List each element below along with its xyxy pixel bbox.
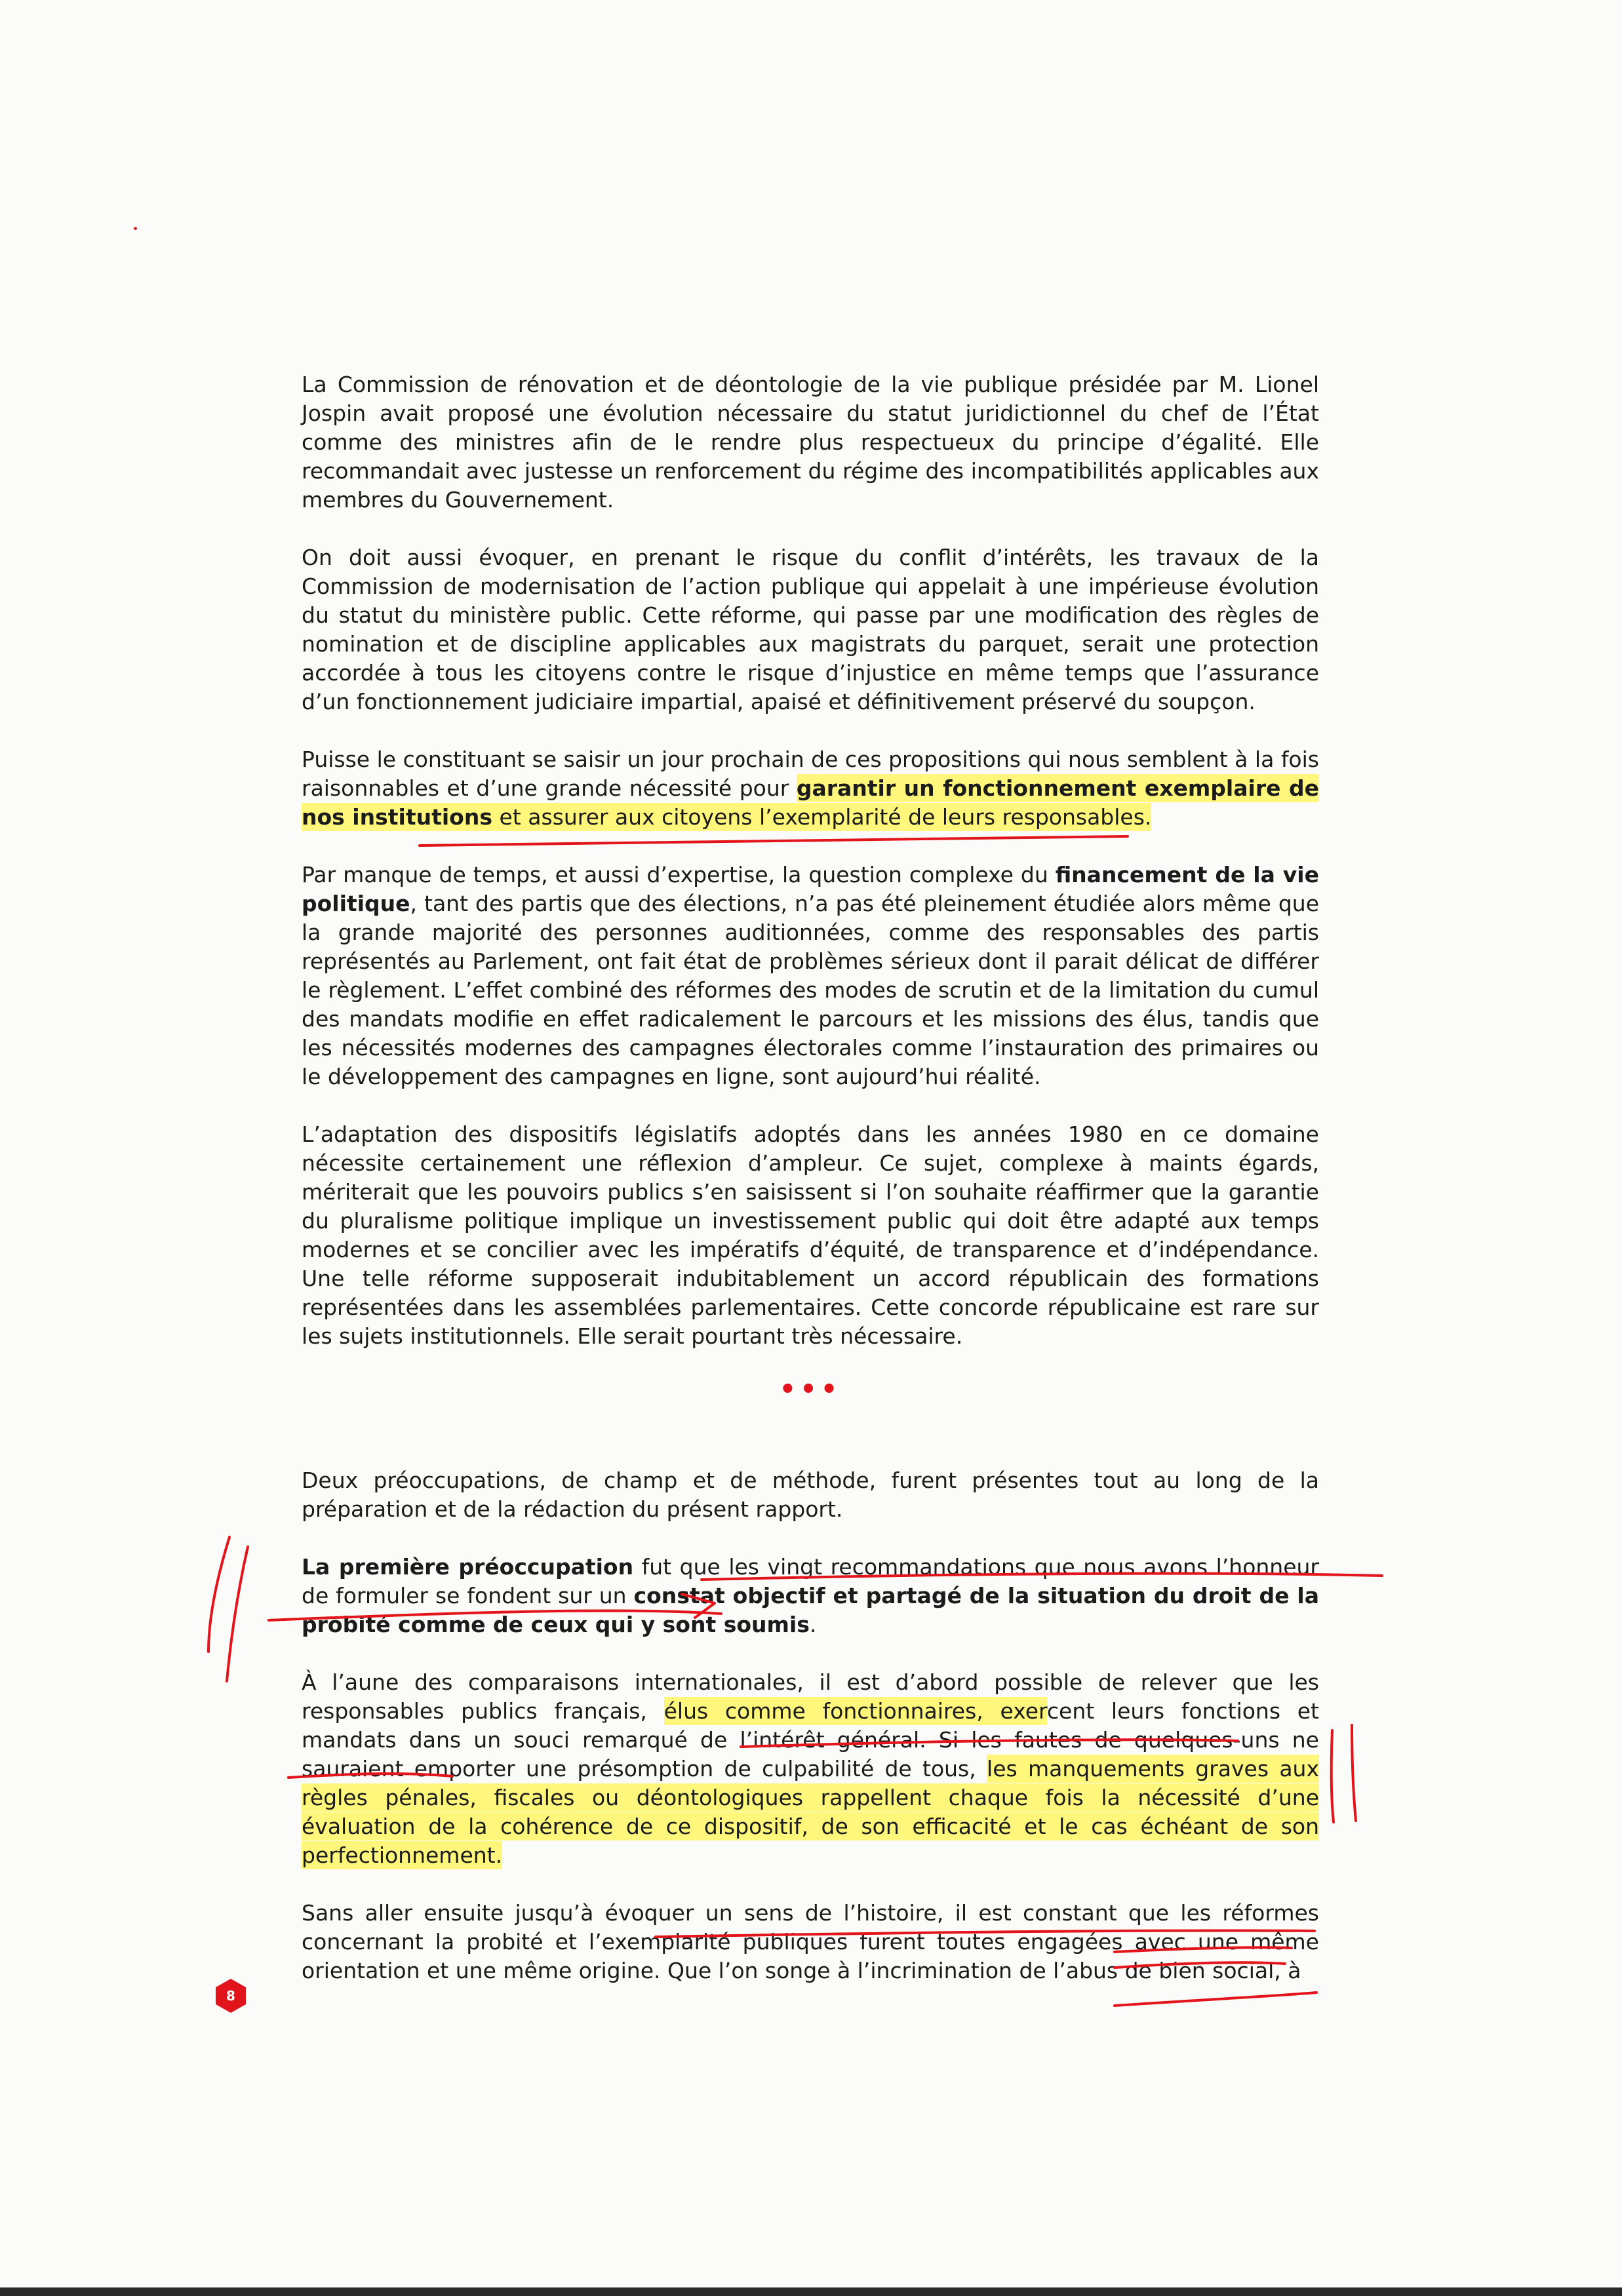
body-text: [302, 370, 1319, 2014]
paragraph-6: Deux préoccupations, de champ et de méthode, furent présentes tout au long de la préparation et de la rédaction du présent rapport.: [302, 1468, 1319, 1522]
margin-mark-left-2: [227, 1547, 248, 1681]
page-number: 8: [226, 1988, 235, 2004]
paragraph-3: [302, 745, 1319, 832]
paragraph-8-highlight-1: élus comme fonctionnaires, exer: [663, 1698, 1047, 1724]
paragraph-5: L’adaptation des dispositifs législatifs adoptés dans les années 1980 en ce domaine nécessite certainement une réflexion d’ampleur. Ce sujet, complexe à maints égards, mériterait que les pouvoirs publics s’en saisissent si l’on souhaite réaffirmer que la garantie du pluralisme politique implique un investissement public qui doit être adapté aux temps modernes et se concilier avec les impératifs d’équité, de transparence et d’indépendance. Une telle réforme supposerait indubitablement un accord républicain des formations représentées dans les assemblées parlementaires. Cette concorde républicaine est rare sur les sujets institutionnels. Elle serait pourtant très nécessaire.: [302, 1121, 1319, 1349]
paragraph-3-lead: Puisse le constituant se saisir un jour prochain de ces propositions qui nous semblent à la fois raisonnables et d’une grande nécessité pour: [302, 747, 1319, 801]
page-number-badge: [212, 1977, 249, 2014]
paragraph-7: La première préoccupation fut que les vingt recommandations que nous avons l’honneur de formuler se fondent sur un constat objectif et partagé de la situation du droit de la probité comme de ceux qui y sont soumis.: [302, 1554, 1319, 1637]
paragraph-8-highlight-2: les manquements graves aux règles pénales, fiscales ou déontologiques rappellent chaque fois la nécessité d’une évaluation de la cohérence de ce dispositif, de son efficacité et le cas échéant de son perfectionnement.: [302, 1756, 1319, 1868]
paragraph-2: On doit aussi évoquer, en prenant le risque du conflit d’intérêts, les travaux de la Commission de modernisation de l’action publique qui appelait à une impérieuse évolution du statut du ministère public. Cette réforme, qui passe par une modification des règles de nomination et de discipline applicables aux magistrats du parquet, serait une protection accordée à tous les citoyens contre le risque d’injustice en même temps que l’assurance d’un fonctionnement judiciaire impartial, apaisé et définitivement préservé du soupçon.: [302, 545, 1319, 714]
paragraph-3-highlight: et assurer aux citoyens l’exemplarité de leurs responsables.: [492, 804, 1152, 830]
margin-mark-left-1: [208, 1537, 229, 1652]
paragraph-4: Par manque de temps, et aussi d’expertise, la question complexe du financement de la vie politique, tant des partis que des élections, n’a pas été pleinement étudiée alors même que la grande majorité des personnes auditionnées, comme des responsables des partis représentés au Parlement, ont fait état de problèmes sérieux dont il parait délicat de différer le règlement. L’effet combiné des réformes des modes de scrutin et de la limitation du cumul des mandats modifie en effet radicalement le parcours et les missions des élus, tandis que les nécessités modernes des campagnes électorales comme l’instauration des primaires ou le développement des campagnes en ligne, sont aujourd’hui réalité.: [302, 862, 1319, 1089]
paragraph-1: La Commission de rénovation et de déontologie de la vie publique présidée par M. Lionel Jospin avait proposé une évolution nécessaire du statut juridictionnel du chef de l’État comme des ministres afin de le rendre plus respectueux du principe d’égalité. Elle recommandait avec justesse un renforcement du régime des incompatibilités applicables aux membres du Gouvernement.: [302, 372, 1319, 513]
paragraph-4-bold: financement de la vie politique: [302, 862, 1319, 916]
paragraph-9: Sans aller ensuite jusqu’à évoquer un sens de l’histoire, il est constant que les réformes concernant la probité et l’exemplarité publiques furent toutes engagées avec une même orientation et une même origine. Que l’on songe à l’incrimination de l’abus de bien social, à: [302, 1900, 1319, 1983]
margin-mark-right-1: [1332, 1730, 1334, 1822]
paragraph-7-bold: constat objectif et partagé de la situation du droit de la probité comme de ceux qui y sont soumis: [302, 1583, 1319, 1637]
margin-mark-right-2: [1352, 1725, 1356, 1821]
paragraph-8: À l’aune des comparaisons internationales, il est d’abord possible de relever que les responsables publics français, élus comme fonctionnaires, exercent leurs fonctions et mandats dans un souci remarqué de l’intérêt général. Si les fautes de quelques-uns ne sauraient emporter une présomption de culpabilité de tous, les manquements graves aux règles pénales, fiscales ou déontologiques rappellent chaque fois la nécessité d’une évaluation de la cohérence de ce dispositif, de son efficacité et le cas échéant de son perfectionnement.: [302, 1669, 1319, 1868]
paragraph-3-bold-highlight: garantir un fonctionnement exemplaire de nos institutions: [302, 775, 1319, 830]
scan-edge: [0, 2287, 1622, 2296]
section-separator: •••: [779, 1374, 842, 1405]
ink-speck: [134, 227, 137, 230]
paragraph-7-bold-lead: La première préoccupation: [302, 1554, 634, 1580]
